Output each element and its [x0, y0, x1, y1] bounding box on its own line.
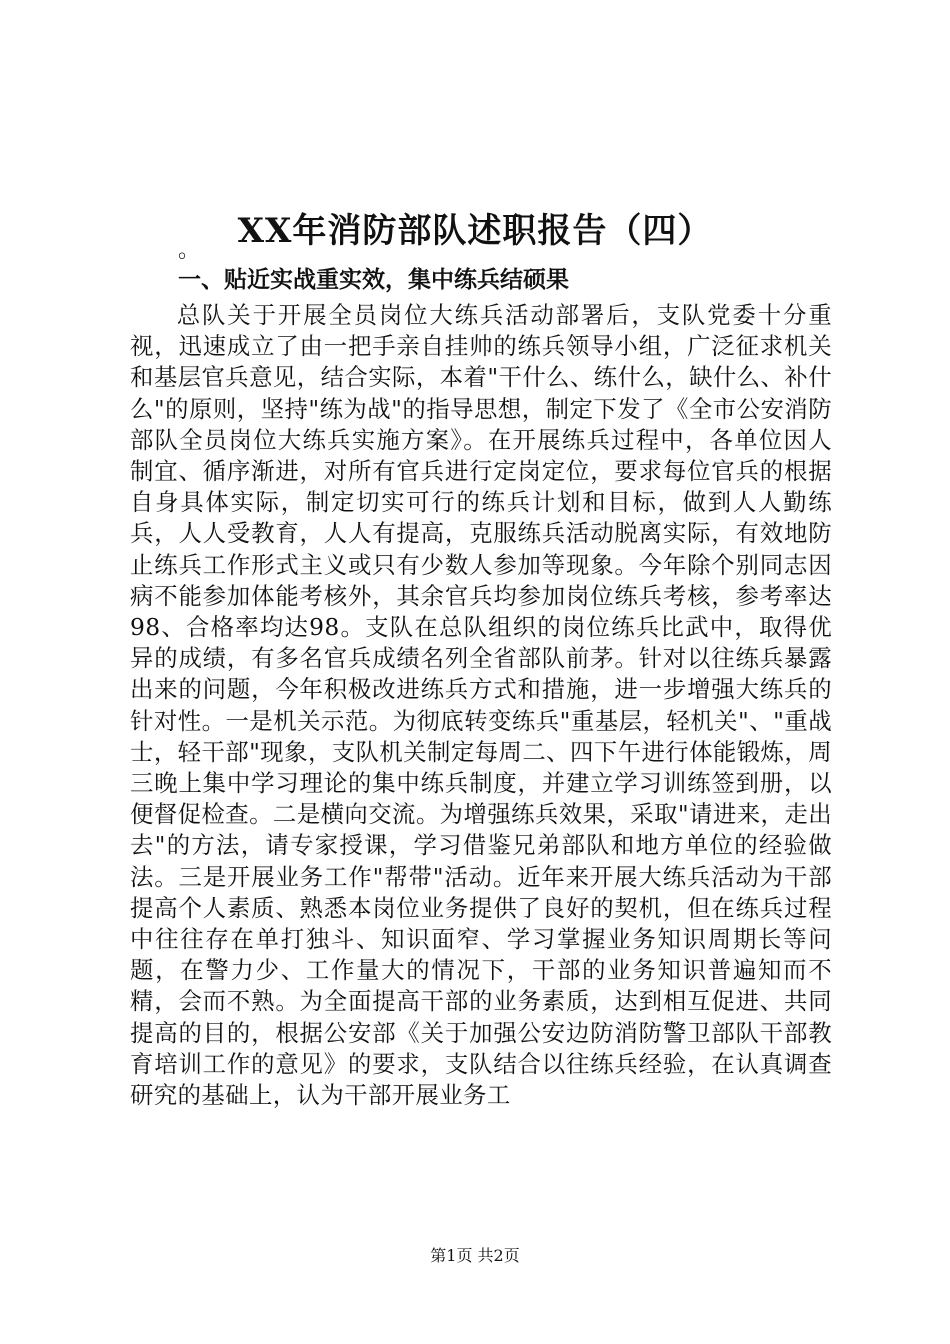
document-title: XX年消防部队述职报告（四） [237, 210, 713, 251]
body-paragraph: 总队关于开展全员岗位大练兵活动部署后，支队党委十分重视，迅速成立了由一把手亲自挂帅的练兵领导小组，广泛征求机关和基层官兵意见，结合实际，本着"干什么、练什么，缺什么、补什么"的原则，坚持"练为战"的指导思想，制定下发了《全市公安消防部队全员岗位大练兵实施方案》。在开展练兵过程中，各单位因人制宜、循序渐进，对所有官兵进行定岗定位，要求每位官兵的根据自身具体实际，制定切实可行的练兵计划和目标，做到人人勤练兵，人人受教育，人人有提高，克服练兵活动脱离实际，有效地防止练兵工作形式主义或只有少数人参加等现象。今年除个别同志因病不能参加体能考核外，其余官兵均参加岗位练兵考核，参考率达98、合格率均达98。支队在总队组织的岗位练兵比武中，取得优异的成绩，有多名官兵成绩名列全省部队前茅。针对以往练兵暴露出来的问题，今年积极改进练兵方式和措施，进一步增强大练兵的针对性。一是机关示范。为彻底转变练兵"重基层，轻机关"、"重战士，轻干部"现象，支队机关制定每周二、四下午进行体能锻炼，周三晚上集中学习理论的集中练兵制度，并建立学习训练签到册，以便督促检查。二是横向交流。为增强练兵效果，采取"请进来，走出去"的方法，请专家授课，学习借鉴兄弟部队和地方单位的经验做法。三是开展业务工作"帮带"活动。近年来开展大练兵活动为干部提高个人素质、熟悉本岗位业务提供了良好的契机，但在练兵过程中往往存在单打独斗、知识面窄、学习掌握业务知识周期长等问题，在警力少、工作量大的情况下，干部的业务知识普遍知而不精，会而不熟。为全面提高干部的业务素质，达到相互促进、共同提高的目的，根据公安部《关于加强公安边防消防警卫部队干部教育培训工作的意见》的要求，支队结合以往练兵经验，在认真调查研究的基础上，认为干部开展业务工 [130, 301, 832, 1110]
section-heading: 一、贴近实战重实效，集中练兵结硕果 [178, 267, 569, 293]
page-footer: 第1页 共2页 [430, 1246, 520, 1265]
leading-mark: 。 [178, 238, 201, 263]
